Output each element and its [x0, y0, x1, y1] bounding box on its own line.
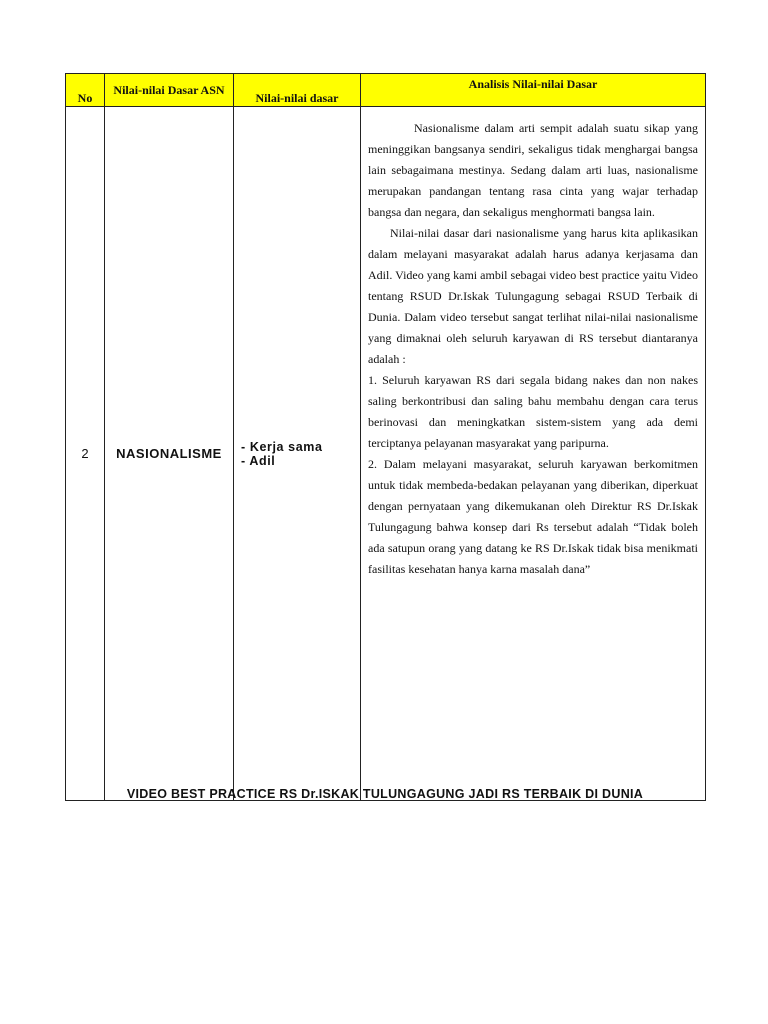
list-item: - Kerja sama [241, 440, 360, 454]
header-no: No [66, 74, 105, 107]
analysis-paragraph: 1. Seluruh karyawan RS dari segala bidang nakes dan non nakes saling berkontribusi dan saling bahu membahu dengan cara terus berinovasi dan meningkatkan sistem-sistem yang ada demi terciptanya pelayanan masyarakat yang paripurna. [368, 373, 698, 450]
analysis-table [65, 73, 706, 801]
header-nilai-dasar: Nilai-nilai dasar [234, 74, 361, 107]
analysis-paragraph: Nasionalisme dalam arti sempit adalah suatu sikap yang meninggikan bangsanya sendiri, sekaligus tidak menghargai bangsa lain sebagaimana mestinya. Sedang dalam arti luas, nasionalisme merupakan pandangan tentang rasa cinta yang wajar terhadap bangsa dan negara, dan sekaligus menghormati bangsa lain. [368, 121, 698, 219]
row-analisis [361, 107, 706, 801]
row-nilai [105, 107, 234, 801]
header-analisis: Analisis Nilai-nilai Dasar [361, 74, 706, 107]
header-nilai-asn: Nilai-nilai Dasar ASN [105, 74, 234, 107]
row-number: 2 [66, 107, 105, 801]
row-items [234, 107, 361, 801]
document-caption: VIDEO BEST PRACTICE RS Dr.ISKAK TULUNGAGUNG JADI RS TERBAIK DI DUNIA [126, 787, 644, 801]
row-nilai-text: NASIONALISME [116, 445, 222, 461]
analysis-paragraph: Nilai-nilai dasar dari nasionalisme yang harus kita aplikasikan dalam melayani masyarakat adalah harus adanya kerjasama dan Adil. Video yang kami ambil sebagai video best practice yaitu Video tentang RSUD Dr.Iskak Tulungagung sebagai RSUD Terbaik di Dunia. Dalam video tersebut sangat terlihat nilai-nilai nasionalisme yang dimaknai oleh seluruh karyawan di RS tersebut diantaranya adalah : [368, 226, 698, 366]
analysis-paragraph: 2. Dalam melayani masyarakat, seluruh karyawan berkomitmen untuk tidak membeda-bedakan pelayanan yang diberikan, diperkuat dengan pernyataan yang dikemukanan oleh Direktur RS Dr.Iskak Tulungagung bahwa konsep dari Rs tersebut adalah “Tidak boleh ada satupun orang yang datang ke RS Dr.Iskak tidak bisa menikmati fasilitas kesehatan hanya karna masalah dana” [368, 457, 698, 576]
table-header-row [66, 74, 706, 107]
list-item: - Adil [241, 454, 360, 468]
items-list [241, 440, 360, 468]
table-row [66, 107, 706, 801]
